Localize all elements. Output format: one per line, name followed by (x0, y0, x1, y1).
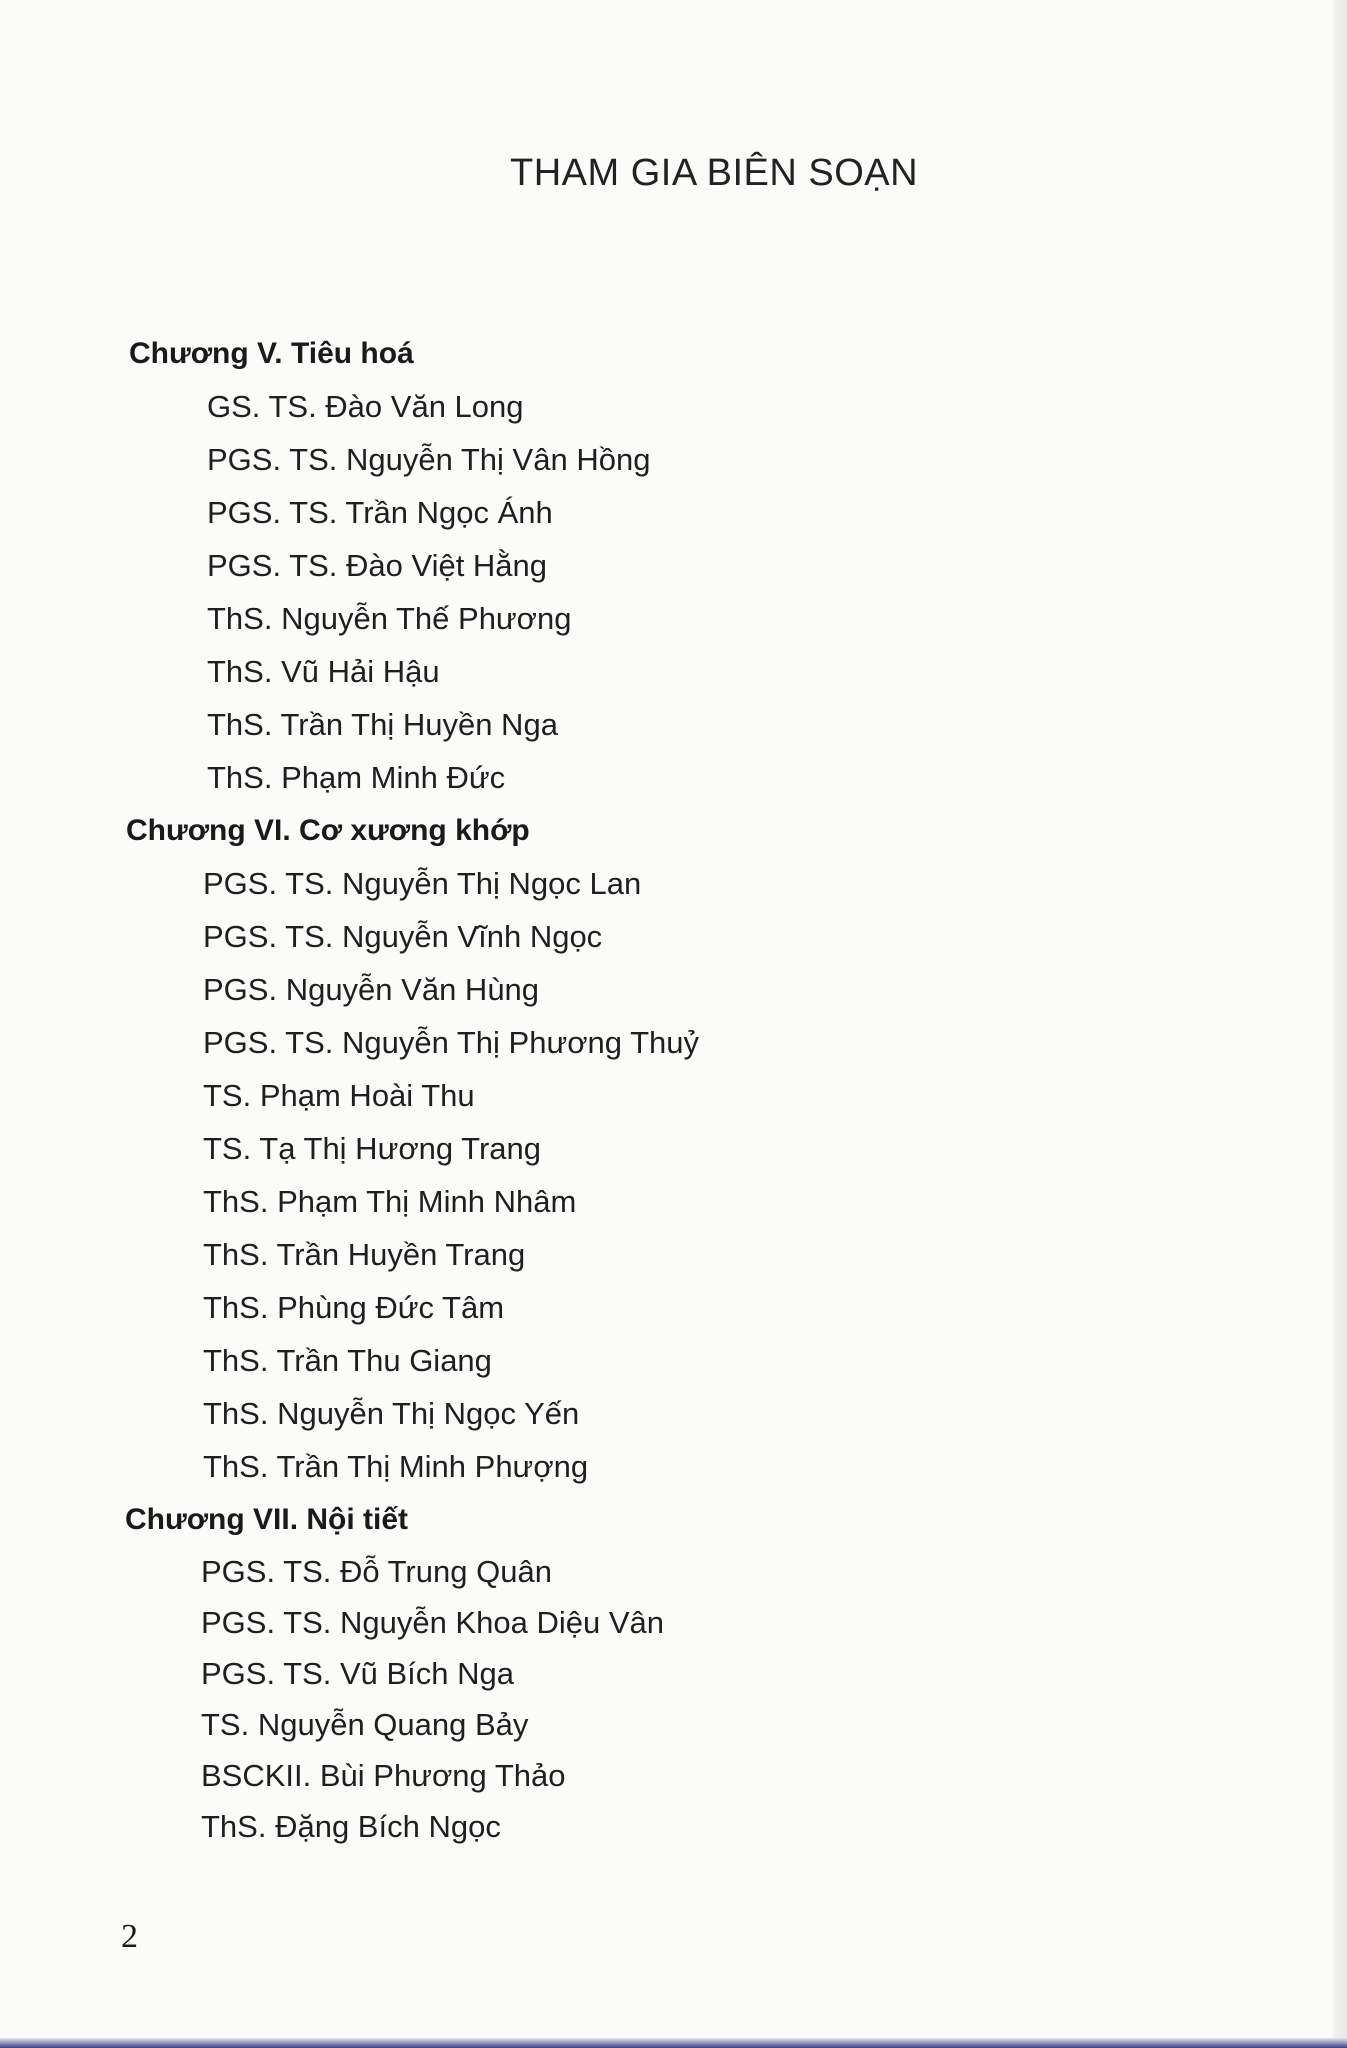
author-name: ThS. Nguyễn Thế Phương (207, 601, 572, 636)
page-edge-shadow (1333, 0, 1347, 2048)
author-name: ThS. Phạm Minh Đức (207, 760, 506, 795)
author-name: PGS. TS. Nguyễn Thị Phương Thuỷ (203, 1025, 699, 1060)
chapter-title: Chương VI. Cơ xương khớp (126, 814, 530, 847)
author-name: ThS. Trần Thị Huyền Nga (207, 707, 558, 742)
chapter-section (0, 327, 1347, 804)
author-name: TS. Tạ Thị Hương Trang (203, 1131, 542, 1166)
author-name: PGS. TS. Nguyễn Vĩnh Ngọc (203, 919, 603, 954)
author-name: PGS. TS. Vũ Bích Nga (201, 1656, 515, 1691)
author-name: TS. Nguyễn Quang Bảy (201, 1707, 529, 1742)
author-name: ThS. Trần Huyền Trang (203, 1237, 526, 1272)
author-name: PGS. TS. Đỗ Trung Quân (201, 1554, 552, 1589)
chapter-title: Chương VII. Nội tiết (125, 1503, 409, 1536)
author-name: ThS. Trần Thị Minh Phượng (203, 1449, 589, 1484)
author-name: PGS. TS. Đào Việt Hằng (207, 548, 548, 583)
page-title: THAM GIA BIÊN SOẠN (510, 152, 919, 194)
author-name: PGS. TS. Nguyễn Thị Vân Hồng (207, 442, 651, 477)
author-name: PGS. Nguyễn Văn Hùng (203, 972, 540, 1007)
chapter-title: Chương V. Tiêu hoá (129, 337, 414, 370)
author-name: ThS. Vũ Hải Hậu (207, 654, 440, 689)
author-name: ThS. Trần Thu Giang (203, 1343, 492, 1378)
scan-bottom-edge (0, 2038, 1347, 2048)
author-name: PGS. TS. Nguyễn Thị Ngọc Lan (203, 866, 642, 901)
author-name: TS. Phạm Hoài Thu (203, 1078, 475, 1113)
author-name: ThS. Phạm Thị Minh Nhâm (203, 1184, 577, 1219)
chapter-section (0, 804, 1347, 1493)
author-name: PGS. TS. Trần Ngọc Ánh (207, 495, 553, 530)
author-name: ThS. Đặng Bích Ngọc (201, 1809, 501, 1844)
chapter-section (0, 1493, 1347, 1852)
contributors-list (0, 327, 1347, 1852)
author-name: GS. TS. Đào Văn Long (207, 389, 524, 424)
author-name: ThS. Nguyễn Thị Ngọc Yến (203, 1396, 580, 1431)
author-name: BSCKII. Bùi Phương Thảo (201, 1758, 566, 1793)
author-name: PGS. TS. Nguyễn Khoa Diệu Vân (201, 1605, 664, 1640)
page-number: 2 (121, 1918, 138, 1955)
author-name: ThS. Phùng Đức Tâm (203, 1290, 505, 1325)
